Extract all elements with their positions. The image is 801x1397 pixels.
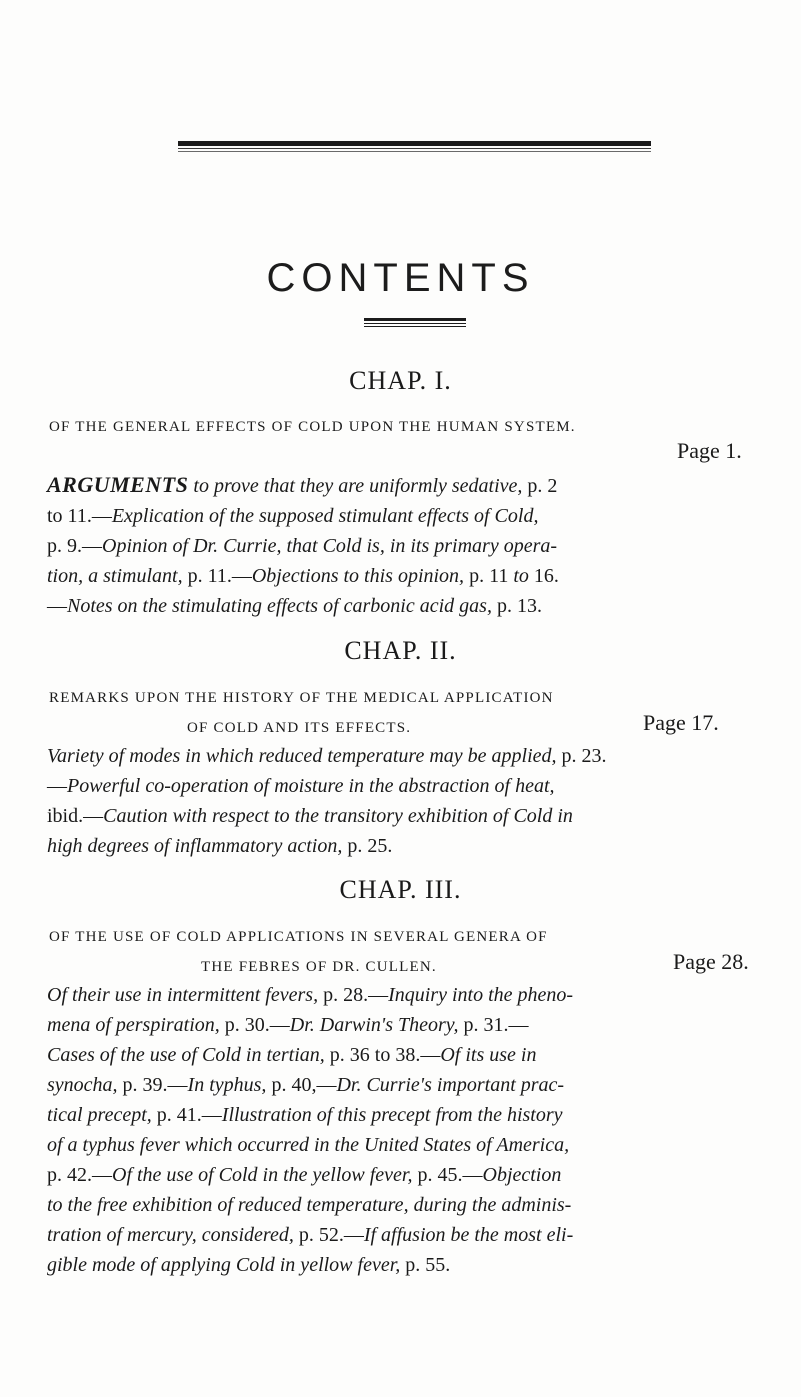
chapter-3-heading: CHAP. III. <box>339 875 462 904</box>
chapter-1-heading: CHAP. I. <box>349 366 452 395</box>
chapter-3-summary <box>47 980 767 1280</box>
summary-line: Of their use in intermittent fevers, p. 28.—Inquiry into the pheno- <box>47 984 574 1006</box>
title-rule-thin <box>364 323 466 324</box>
summary-line: synocha, p. 39.—In typhus, p. 40,—Dr. Currie's important prac- <box>47 1074 565 1096</box>
summary-line: p. 9.—Opinion of Dr. Currie, that Cold is, in its primary opera- <box>47 535 558 557</box>
summary-line: ARGUMENTS to prove that they are uniformly sedative, p. 2 <box>47 472 558 497</box>
chapter-3-subject: OF THE USE OF COLD APPLICATIONS IN SEVERAL GENERA OF THE FEBRES OF DR. CULLEN. <box>49 929 548 975</box>
summary-line: Cases of the use of Cold in tertian, p. 36 to 38.—Of its use in <box>47 1044 537 1066</box>
page-title: CONTENTS <box>266 256 535 300</box>
chapter-2-subject: REMARKS UPON THE HISTORY OF THE MEDICAL APPLICATION OF COLD AND ITS EFFECTS. <box>49 690 554 736</box>
title-rule-hairline <box>364 326 466 327</box>
chapter-2-summary <box>47 741 767 861</box>
summary-line: —Powerful co-operation of moisture in the abstraction of heat, <box>47 775 555 797</box>
summary-line: to 11.—Explication of the supposed stimulant effects of Cold, <box>47 505 539 527</box>
chapter-1-page: Page 1. <box>677 438 742 463</box>
chapter-2-heading: CHAP. II. <box>344 636 457 665</box>
top-rule <box>178 141 651 146</box>
summary-line: tical precept, p. 41.—Illustration of this precept from the history <box>47 1104 563 1126</box>
title-rule <box>364 318 466 321</box>
summary-line: —Notes on the stimulating effects of carbonic acid gas, p. 13. <box>47 595 542 617</box>
summary-line: of a typhus fever which occurred in the United States of America, <box>47 1134 570 1156</box>
summary-line: tration of mercury, considered, p. 52.—If affusion be the most eli- <box>47 1224 574 1246</box>
summary-line: Variety of modes in which reduced temperature may be applied, p. 23. <box>47 745 607 767</box>
summary-line: mena of perspiration, p. 30.—Dr. Darwin's Theory, p. 31.— <box>47 1014 529 1036</box>
top-rule-thin <box>178 148 651 149</box>
summary-line: high degrees of inflammatory action, p. 25. <box>47 835 393 857</box>
chapter-1-summary <box>47 470 767 621</box>
top-rule-hairline <box>178 151 651 152</box>
summary-line: ibid.—Caution with respect to the transitory exhibition of Cold in <box>47 805 573 827</box>
summary-line: tion, a stimulant, p. 11.—Objections to this opinion, p. 11 to 16. <box>47 565 559 587</box>
chapter-1-subject: OF THE GENERAL EFFECTS OF COLD UPON THE HUMAN SYSTEM. <box>49 419 576 435</box>
summary-line: p. 42.—Of the use of Cold in the yellow fever, p. 45.—Objection <box>47 1164 562 1186</box>
summary-line: gible mode of applying Cold in yellow fever, p. 55. <box>47 1254 451 1276</box>
chapter-2-page: Page 17. <box>643 710 719 735</box>
chapter-3-page: Page 28. <box>673 949 749 974</box>
summary-line: to the free exhibition of reduced temperature, during the adminis- <box>47 1194 572 1216</box>
